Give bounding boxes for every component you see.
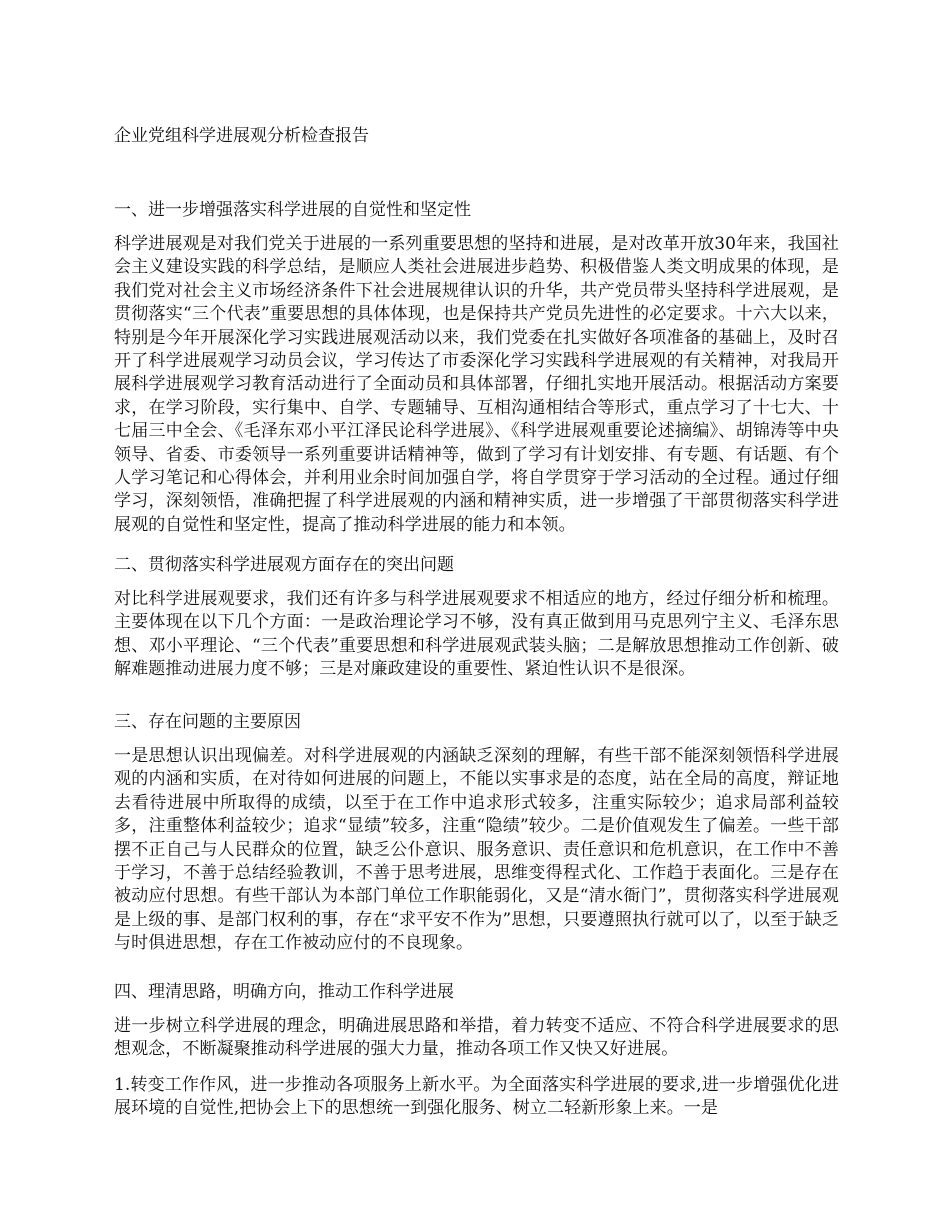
section-paragraph-2: 对比科学进展观要求，我们还有许多与科学进展观要求不相适应的地方，经过仔细分析和梳理。主要体现在以下几个方面：一是政治理论学习不够，没有真正做到用马克思列宁主义、毛泽东思想、邓小平理论、“三个代表”重要思想和科学进展观武装头脑；二是解放思想推动工作创新、破解难题推动进展力度不够；三是对廉政建设的重要性、紧迫性认识不是很深。 [114, 589, 839, 680]
document-title: 企业党组科学进展观分析检查报告 [114, 126, 369, 146]
section-list-item-1: 1.转变工作作风，进一步推动各项服务上新水平。为全面落实科学进展的要求,进一步增强优化进展环境的自觉性,把协会上下的思想统一到强化服务、树立二轻新形象上来。一是 [114, 1075, 839, 1119]
section-heading-2: 二、贯彻落实科学进展观方面存在的突出问题 [114, 555, 454, 575]
section-heading-3: 三、存在问题的主要原因 [114, 712, 301, 732]
section-paragraph-1: 科学进展观是对我们党关于进展的一系列重要思想的坚持和进展，是对改革开放30年来，我国社会主义建设实践的科学总结，是顺应人类社会进展进步趋势、积极借鉴人类文明成果的体现，是我们党对社会主义市场经济条件下社会进展规律认识的升华，共产党员带头坚持科学进展观，是贯彻落实“三个代表”重要思想的具体体现，也是保持共产党员先进性的必定要求。十六大以来，特别是今年开展深化学习实践进展观活动以来，我们党委在扎实做好各项准备的基础上，及时召开了科学进展观学习动员会议，学习传达了市委深化学习实践科学进展观的有关精神，对我局开展科学进展观学习教育活动进行了全面动员和具体部署，仔细扎实地开展活动。根据活动方案要求，在学习阶段，实行集中、自学、专题辅导、互相沟通相结合等形式，重点学习了十七大、十七届三中全会、《毛泽东邓小平江泽民论科学进展》、《科学进展观重要论述摘编》、胡锦涛等中央领导、省委、市委领导一系列重要讲话精神等，做到了学习有计划安排、有专题、有话题、有个人学习笔记和心得体会，并利用业余时间加强自学，将自学贯穿于学习活动的全过程。通过仔细学习，深刻领悟，准确把握了科学进展观的内涵和精神实质，进一步增强了干部贯彻落实科学进展观的自觉性和坚定性，提高了推动科学进展的能力和本领。 [114, 234, 839, 535]
section-paragraph-4: 进一步树立科学进展的理念，明确进展思路和举措，着力转变不适应、不符合科学进展要求的思想观念，不断凝聚推动科学进展的强大力量，推动各项工作又快又好进展。 [114, 1016, 839, 1060]
section-heading-1: 一、进一步增强落实科学进展的自觉性和坚定性 [114, 200, 471, 220]
section-paragraph-3: 一是思想认识出现偏差。对科学进展观的内涵缺乏深刻的理解，有些干部不能深刻领悟科学进展观的内涵和实质，在对待如何进展的问题上，不能以实事求是的态度，站在全局的高度，辩证地去看待进展中所取得的成绩，以至于在工作中追求形式较多，注重实际较少；追求局部利益较多，注重整体利益较少；追求“显绩”较多，注重“隐绩”较少。二是价值观发生了偏差。一些干部摆不正自己与人民群众的位置，缺乏公仆意识、服务意识、责任意识和危机意识，在工作中不善于学习，不善于总结经验教训，不善于思考进展，思维变得程式化、工作趋于表面化。三是存在被动应付思想。有些干部认为本部门单位工作职能弱化，又是“清水衙门”，贯彻落实科学进展观是上级的事、是部门权利的事，存在“求平安不作为”思想，只要遵照执行就可以了，以至于缺乏与时俱进思想，存在工作被动应付的不良现象。 [114, 746, 839, 954]
section-heading-4: 四、理清思路，明确方向，推动工作科学进展 [114, 982, 454, 1002]
